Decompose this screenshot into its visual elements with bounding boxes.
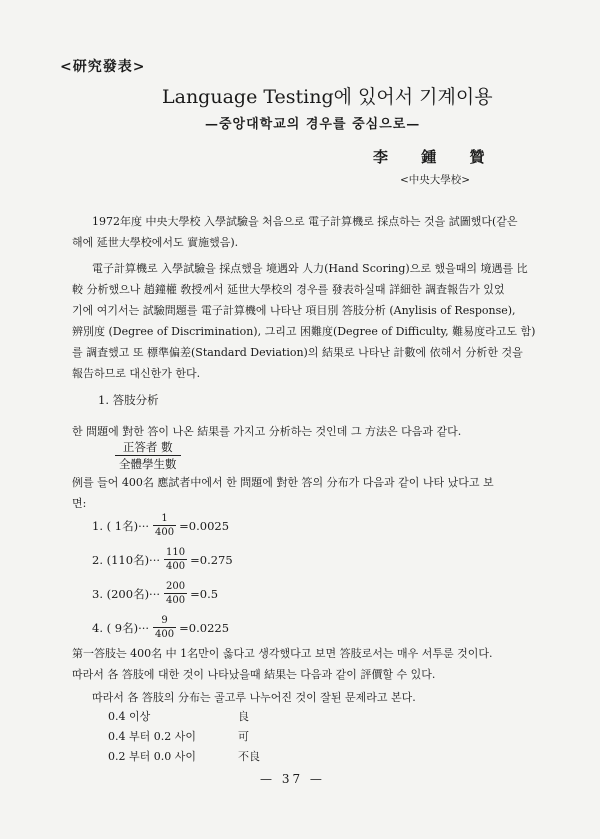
criteria-grade: 良: [238, 710, 249, 723]
paragraph-intro: [72, 211, 556, 253]
criteria-grade: 可: [238, 730, 249, 743]
author-affiliation: <中央大學校>: [400, 174, 471, 186]
text-line: 電子計算機로 入學試驗을 採点했을 境遇와 人力(Hand Scoring)으로 했을때의 境遇를 比: [92, 262, 528, 275]
text-line: 를 調査했고 또 標準偏差(Standard Deviation)의 結果로 나타난 計數에 依해서 分析한 것을: [72, 346, 523, 359]
fraction-denominator: 400: [155, 629, 175, 640]
text-line: 第一答肢는 400名 中 1名만이 옳다고 생각했다고 보면 答肢로서는 매우 서투룬 것이다.: [72, 647, 493, 660]
fraction-numerator: 200: [166, 581, 186, 592]
formula-numerator: 正答者 數: [122, 440, 173, 454]
paper-subtitle: —중앙대학교의 경우를 중심으로—: [205, 117, 421, 132]
criteria-range: 0.4 이상: [108, 710, 151, 723]
author-name: 李 鍾 贊: [373, 148, 499, 166]
section-tag: <研究發表>: [60, 59, 146, 75]
criteria-range: 0.4 부터 0.2 사이: [108, 730, 196, 743]
paragraph-method: [72, 258, 556, 384]
text-line: 해에 延世大學校에서도 實施했음).: [72, 236, 239, 249]
example-fraction: [164, 546, 187, 573]
example-result: =0.0025: [179, 518, 230, 533]
paragraph-interpretation: [72, 643, 556, 685]
fraction-denominator: 400: [155, 527, 175, 538]
text-line: 한 問題에 對한 答이 나온 結果를 가지고 分析하는 것인데 그 方法은 다음과 같다.: [72, 425, 462, 438]
paragraph-example: [72, 472, 556, 514]
example-result: =0.275: [190, 552, 233, 567]
page-number: — 37 —: [260, 772, 325, 786]
example-calculation: [92, 614, 229, 641]
example-calculation: [92, 546, 233, 573]
text-line: 면:: [72, 497, 87, 510]
text-line: 따라서 各 答肢의 分布는 골고루 나누어진 것이 잘된 문제라고 본다.: [92, 691, 416, 704]
text-line: 1972年度 中央大學校 入學試驗을 처음으로 電子計算機로 採点하는 것을 試圖했다(같은: [92, 215, 518, 228]
text-line: 기에 여기서는 試驗問題를 電子計算機에 나타난 項目別 答肢分析 (Anylisis of Response),: [72, 304, 516, 317]
fraction-denominator: 400: [166, 561, 186, 572]
example-calculation: [92, 512, 229, 539]
text-line: 辨別度 (Degree of Discrimination), 그리고 困難度(Degree of Difficulty, 難易度라고도 함): [72, 325, 536, 338]
example-result: =0.0225: [179, 620, 230, 635]
example-label: 2. (110名)···: [92, 552, 161, 567]
example-result: =0.5: [190, 586, 219, 601]
fraction-numerator: 9: [161, 615, 168, 626]
example-fraction: [153, 614, 176, 641]
fraction-numerator: 1: [161, 513, 168, 524]
section-heading: 1. 答肢分析: [98, 393, 159, 407]
paragraph-conclusion: [72, 687, 556, 708]
formula-fraction: [115, 439, 181, 472]
example-label: 1. ( 1名)···: [92, 518, 150, 533]
example-label: 3. (200名)···: [92, 586, 161, 601]
text-line: 較 分析했으나 趙鐘權 敎授께서 延世大學校의 경우를 發表하실때 詳細한 調査報告가 있었: [72, 283, 505, 296]
fraction-numerator: 110: [166, 547, 186, 558]
text-line: 報告하므로 대신한가 한다.: [72, 367, 201, 380]
text-line: 따라서 各 答肢에 대한 것이 나타났을때 結果는 다음과 같이 評價할 수 있다.: [72, 668, 436, 681]
criteria-range: 0.2 부터 0.0 사이: [108, 750, 196, 763]
example-calculation: [92, 580, 218, 607]
text-line: 例를 들어 400名 應試者中에서 한 問題에 對한 答의 分布가 다음과 같이 나타 났다고 보: [72, 476, 494, 489]
formula-denominator: 全體學生數: [115, 455, 181, 472]
fraction-denominator: 400: [166, 595, 186, 606]
example-fraction: [164, 580, 187, 607]
paper-title: Language Testing에 있어서 기계이용: [162, 86, 493, 108]
example-label: 4. ( 9名)···: [92, 620, 150, 635]
example-fraction: [153, 512, 176, 539]
criteria-grade: 不良: [238, 750, 260, 763]
